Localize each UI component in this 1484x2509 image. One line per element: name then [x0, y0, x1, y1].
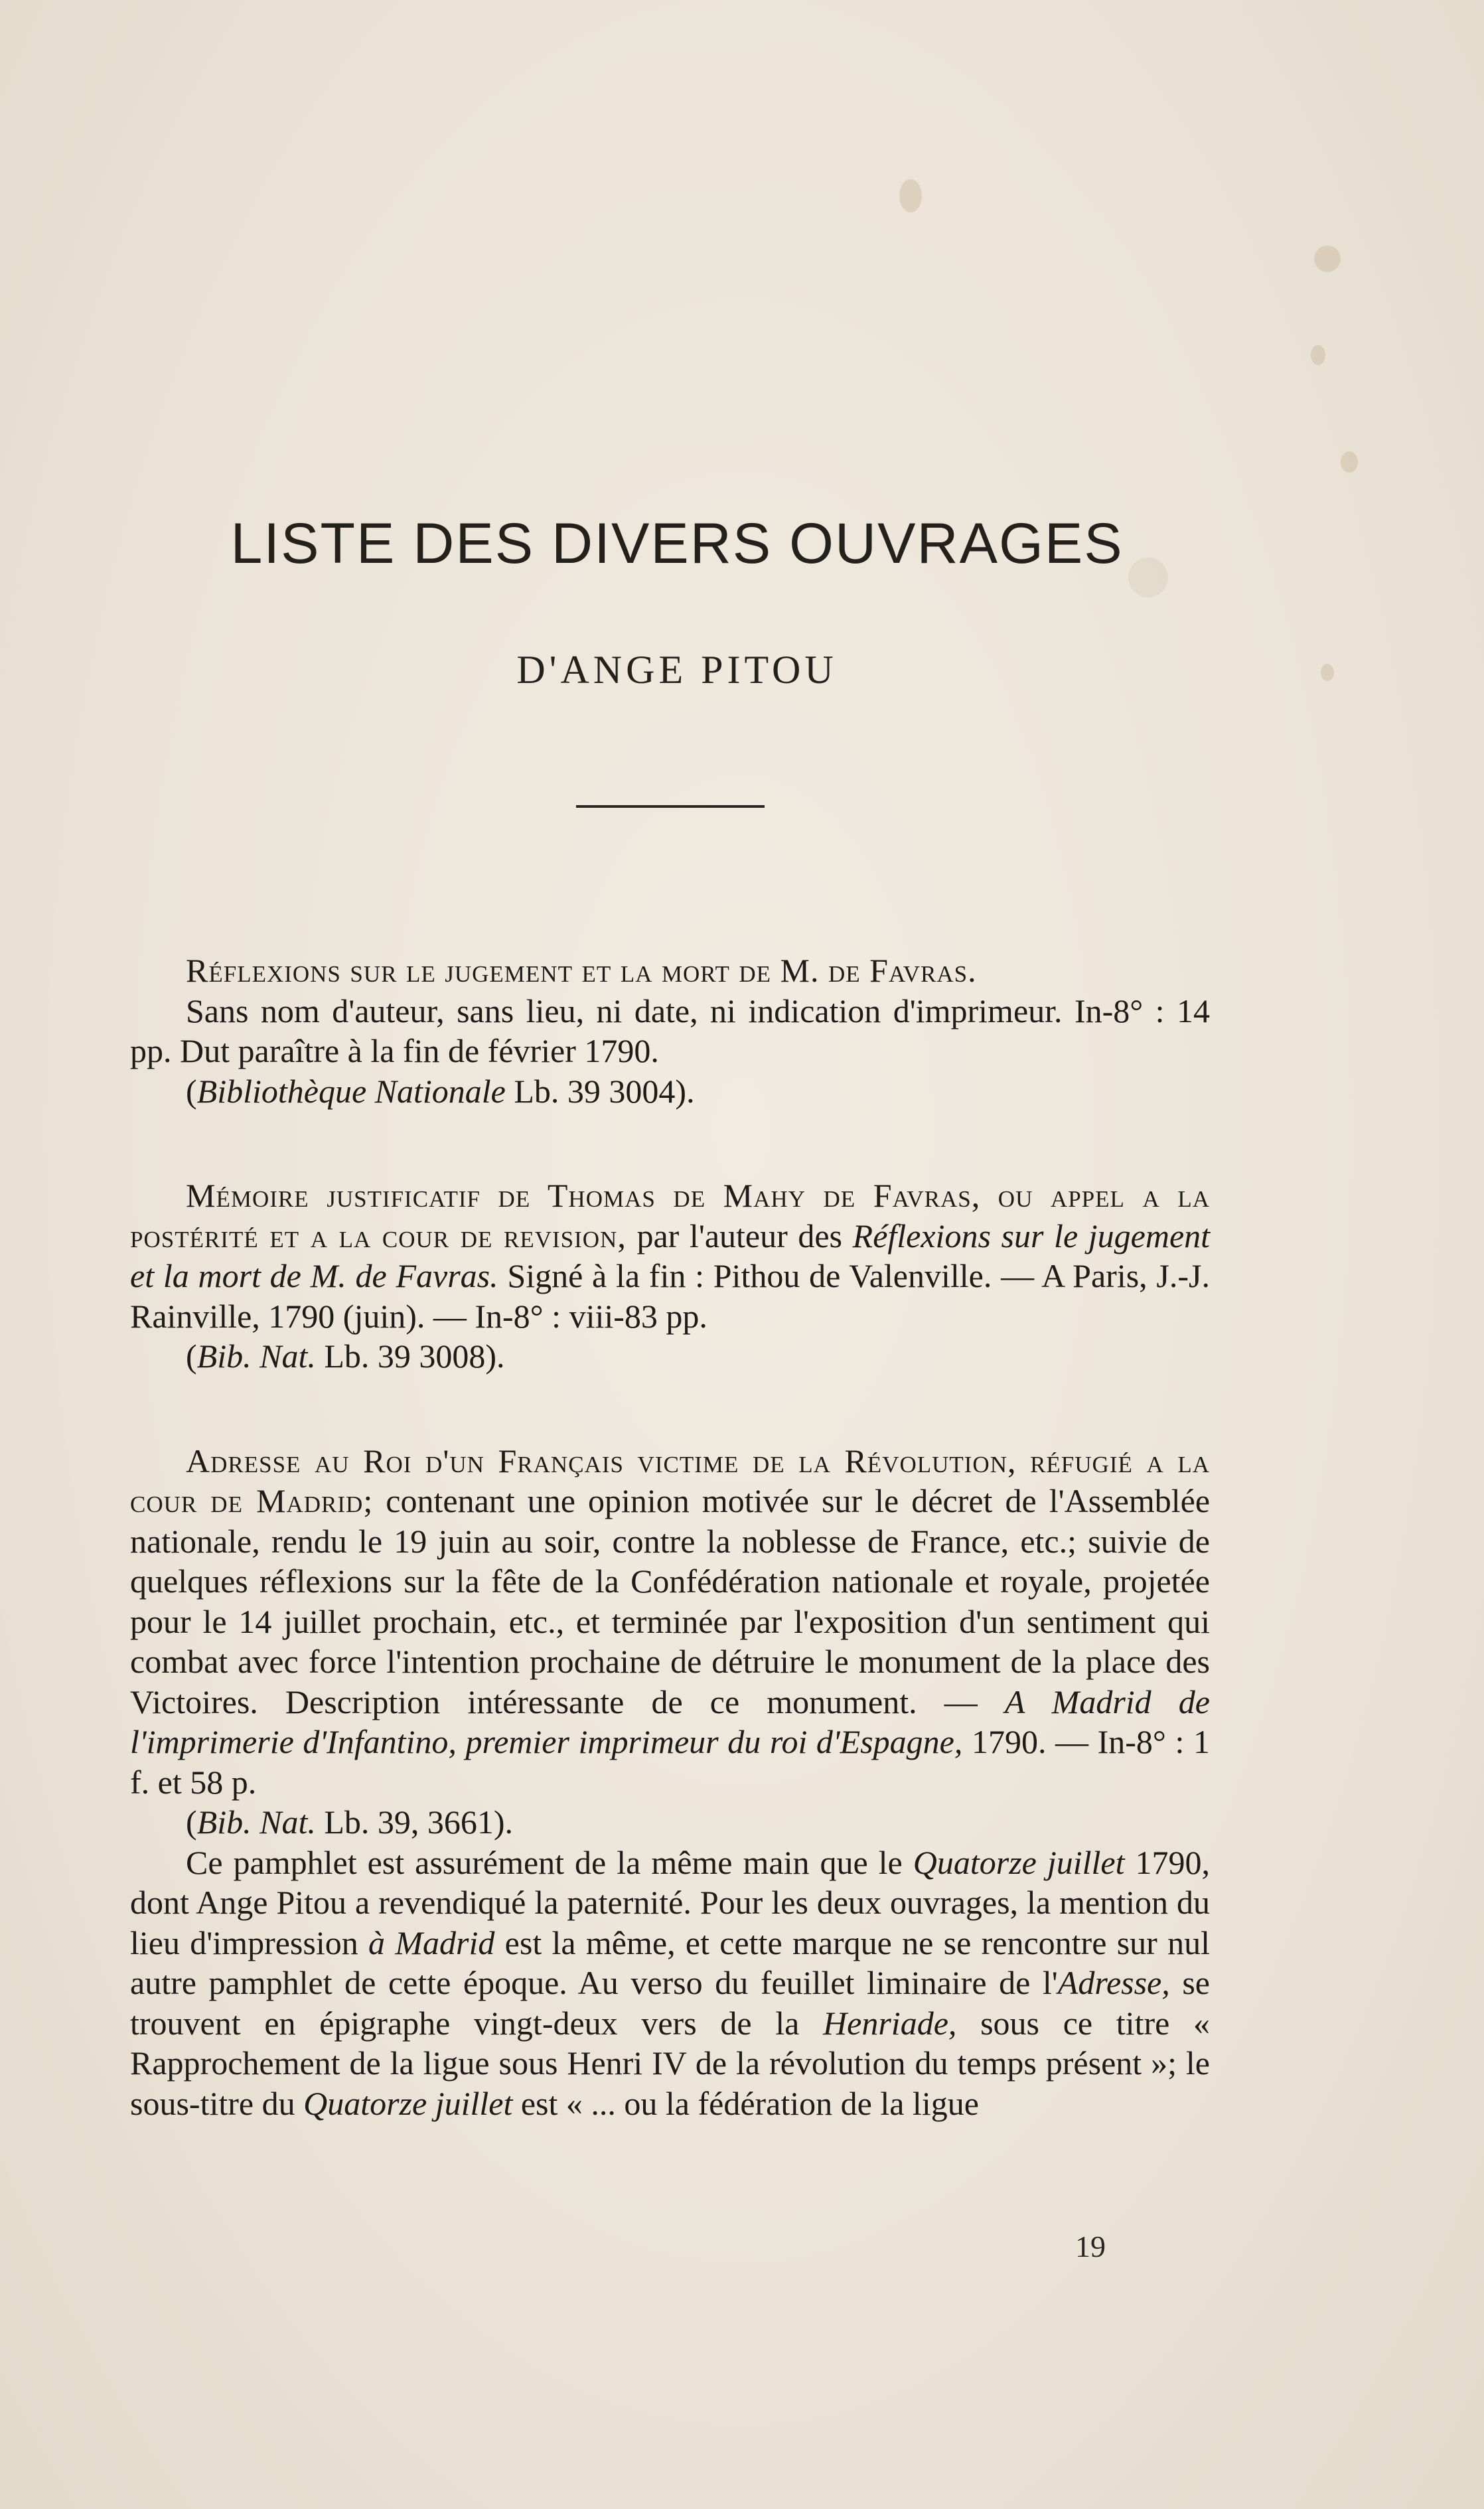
bibliography-entry [130, 950, 1210, 1111]
foxing-spot [899, 179, 922, 212]
bibliography-entry [130, 1441, 1210, 2124]
page-number: 19 [1075, 2230, 1106, 2263]
entry-heading: Mémoire justificatif de Thomas de Mahy de Favras, ou appel a la postérité et a la cour de revision, [130, 1177, 1210, 1254]
page-subtitle: D'ANGE PITOU [516, 648, 838, 692]
title-divider [576, 805, 765, 808]
entry-description: Adresse au Roi d'un Français victime de la Révolution, réfugié a la cour de Madrid; contenant une opinion motivée sur le décret de l'Assemblée nationale, rendu le 19 juin au soir, contre la noblesse de France, etc.; suivie de quelques réflexions sur la fête de la Confédération nationale et royale, projetée pour le 14 juillet prochain, etc., et terminée par l'exposition d'un sentiment qui combat avec force l'intention prochaine de détruire le monument de la place des Victoires. Description intéressante de ce monument. — A Madrid de l'imprimerie d'Infantino, premier imprimeur du roi d'Espagne, 1790. — In-8° : 1 f. et 58 p. [130, 1442, 1211, 1801]
foxing-spot [1341, 451, 1358, 473]
entry-reference: (Bib. Nat. Lb. 39, 3661). [186, 1803, 514, 1841]
entry-commentary: Ce pamphlet est assurément de la même main que le Quatorze juillet 1790, dont Ange Pitou a revendiqué la paternité. Pour les deux ouvrages, la mention du lieu d'impression à Madrid est la même, et cette marque ne se rencontre sur nul autre pamphlet de cette époque. Au verso du feuillet liminaire de l'Adresse, se trouvent en épigraphe vingt-deux vers de la Henriade, sous ce titre « Rapprochement de la ligue sous Henri IV de la révolution du temps présent »; le sous-titre du Quatorze juillet est « ... ou la fédération de la ligue [130, 1843, 1211, 2122]
bibliography-entry [130, 1176, 1210, 1377]
foxing-spot [1321, 664, 1334, 681]
entry-description: Sans nom d'auteur, sans lieu, ni date, ni indication d'imprimeur. In-8° : 14 pp. Dut paraître à la fin de février 1790. [130, 992, 1210, 1069]
entry-reference: (Bibliothèque Nationale Lb. 39 3004). [186, 1072, 695, 1110]
foxing-spot [1311, 345, 1325, 365]
entry-heading: Réflexions sur le jugement et la mort de M. de Favras. [186, 952, 977, 989]
bibliography-list [130, 950, 1210, 2123]
foxing-spot [1314, 246, 1341, 272]
entry-reference: (Bib. Nat. Lb. 39 3008). [186, 1337, 505, 1375]
page-title: LISTE DES DIVERS OUVRAGES [230, 512, 1124, 575]
entry-heading: Adresse au Roi d'un Français victime de la Révolution, réfugié a la cour de Madrid; [130, 1442, 1210, 1519]
entry-description: Mémoire justificatif de Thomas de Mahy de Favras, ou appel a la postérité et a la cour de revision, par l'auteur des Réflexions sur le jugement et la mort de M. de Favras. Signé à la fin : Pithou de Valenville. — A Paris, J.-J. Rainville, 1790 (juin). — In-8° : viii-83 pp. [130, 1177, 1211, 1335]
